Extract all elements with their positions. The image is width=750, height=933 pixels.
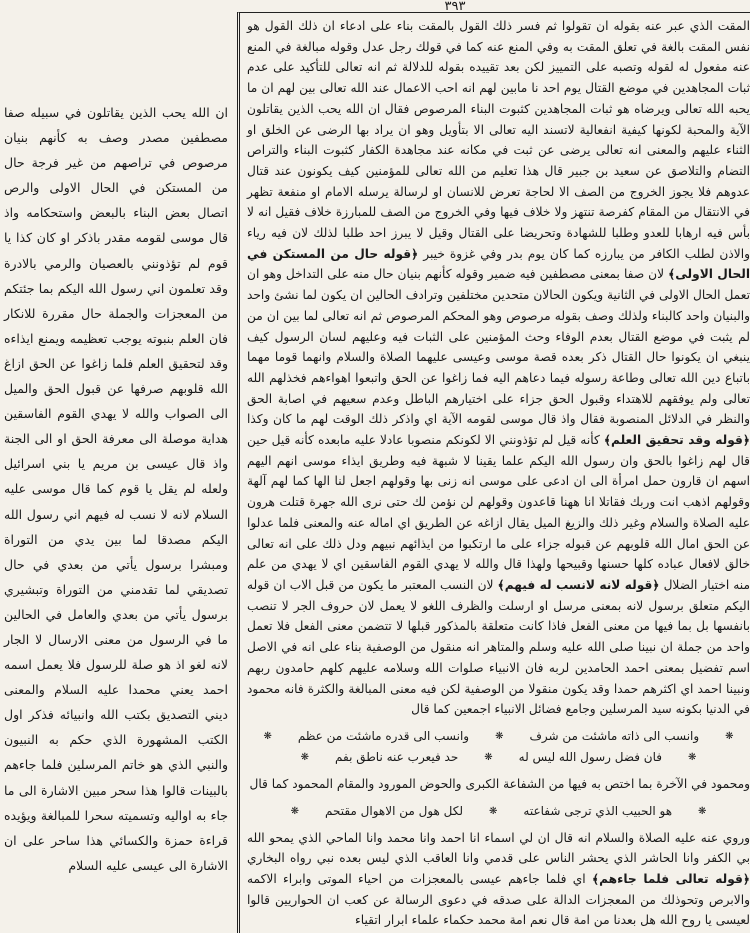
commentary-column: [247, 16, 750, 933]
paragraph-text: وروي عنه عليه الصلاة والسلام انه قال ان لي اسماء انا احمد وانا محمد وانا الماحي الذي يمحو الله بي الكفر وانا الحاشر الذي يحشر الناس على قدمي وانا العاقب الذي ليس بعده نبي رواه البخاري: [247, 830, 750, 866]
paragraph-text: لان النسب المعتبر ما يكون من قبل الاب ان قوله اليكم متعلق برسول لانه بمعنى مرسل او ارسلت والظرف اللغو لا يعمل لان حروف الجر لا تنصب بانفسها بل بما فيها من معنى الفعل فاذا كانت متعلقة بالمذكور قبلها لا تتضمن معنى الفعل فلا تعمل واحد من جملة ان نبينا صلى الله عليه وسلم والمتاهر انه منقول من الوصفية بناء على انه في الاصل اسم تفضيل بمعنى احمد الحامدين لربه فان الانبياء صلوات الله وسلامه عليهم كلهم حامدون ربهم ونبينا احمد اي اكثرهم حمدا وقد يكون منقولا من الوصفية لكن فيه معنى المبالغة والكثرة فانه محمود في الدنيا بكونه سيد المرسلين وجامع فضائل الانبياء اجمعين كما قال: [247, 577, 750, 717]
section-heading: ﴿قوله لانه لانسب له فيهم﴾: [497, 577, 660, 592]
commentary-paragraph: [247, 774, 750, 795]
verse-line: [247, 726, 750, 747]
paragraph-text: اي فلما جاءهم عيسى بالمعجزات من احياء الموتى وابراء الاكمه والابرص وتحوذلك من المعجزات الدالة على صدقه في دعوى الرسالة عن كعب ان الحواريين قالوا لعيسى يا روح الله هل بعدنا من امة قال نعم امة محمد حكماء علماء ابرار اتقياء: [247, 872, 750, 928]
paragraph-text: ومحمود في الآخرة بما اختص به فيها من الشفاعة الكبرى والحوض المورود والمقام المحمود كما قال: [249, 776, 750, 791]
star-ornament-icon: ❋: [263, 730, 272, 742]
poetry-verses: [247, 801, 750, 822]
star-ornament-icon: ❋: [725, 730, 734, 742]
section-heading: ﴿قوله تعالى فلما جاءهم﴾: [591, 872, 750, 887]
poetry-verses: [247, 726, 750, 768]
side-paragraph: ان الله يحب الذين يقاتلون في سبيله صفا مصطفين مصدر وصف به كأنهم بنيان مرصوص في تراصهم من غير فرجة حال من المستكن في الحال الاولى والرص اتصال بعض البناء بالبعض واستحكامه واذ قال موسى لقومه مقدر باذكر او كان كذا يا قوم لم تؤذونني بالعصيان والرمي بالادرة وقد تعلمون اني رسول الله اليكم بما جئتكم من المعجزات والجملة حال مقررة للانكار فان العلم بنبوته يوجب تعظيمه ويمنع ايذاءه وقد لتحقيق العلم فلما زاغوا عن الحق ازاغ الله قلوبهم صرفها عن قبول الحق والميل الى الصواب والله لا يهدي القوم الفاسقين هداية موصلة الى معرفة الحق او الى الجنة واذ قال عيسى بن مريم يا بني اسرائيل ولعله لم يقل يا قوم كما قال موسى عليه السلام لانه لا نسب له فيهم اني رسول الله اليكم مصدقا لما بين يدي من التوراة ومبشرا برسول يأتي من بعدي في حال تصديقي لما تقدمني من التوراة وتبشيري برسول يأتي من بعدي والعامل في الحالين ما في الرسول من معنى الارسال لا الجار لانه لغو اذ هو صلة للرسول فلا يعمل اسمه احمد يعني محمدا عليه السلام والمعنى ديني التصديق بكتب الله وانبيائه فذكر اول الكتب المشهورة الذي حكم به النبيون والنبي الذي هو خاتم المرسلين فلما جاءهم بالبينات قالوا هذا سحر مبين الاشارة الى ما جاء به اواليه وتسميته سحرا للمبالغة ويؤيده قراءة حمزة والكسائي هذا ساحر على ان الاشارة الى عيسى عليه السلام: [4, 105, 228, 873]
tafsir-side-column: [4, 100, 228, 873]
commentary-paragraph: [247, 16, 750, 720]
star-ornament-icon: ❋: [687, 751, 697, 763]
verse-hemistich: وانسب الى قدره ماشئت من عظم: [297, 728, 470, 743]
star-ornament-icon: ❋: [495, 730, 504, 742]
star-ornament-icon: ❋: [290, 805, 299, 817]
paragraph-text: كأنه قيل لم تؤذونني الا لكونكم منصوبا عادلا عليه مابعده كأنه قيل حين قال لهم زاغوا بالحق وان رسول الله اليكم علما يقينا لا شبهة فيه وطريق ايذاء موسى انهم اليهم اسهم ان قارون حمل امرأة الى ان ادعى على موسى انه زنى بها وقولهم اجعل لنا الها كما لهم آلهة وقولهم اذهب انت وربك فقاتلا انا ههنا قاعدون وقولهم لن نؤمن لك حتى نرى الله جهرة قتلت هرون عليه الصلاة والسلام وغير ذلك والزيغ الميل يقال ازاغه عن الطريق اي اماله عنه والمعنى فلما عدلوا عن الحق امال الله قلوبهم عن قبوله جزاء على ما ارتكبوا من ايذائهم نبيهم ودل ذلك على انه تعالى خالق لافعال عباده كلها حسنها وقبيحها ولهذا قال والله لا يهدي القوم الفاسقين اي لا يهدي من علم منه اختيار الضلال: [247, 433, 750, 592]
verse-hemistich: وانسب الى ذاته ماشئت من شرف: [529, 728, 700, 743]
star-ornament-icon: ❋: [300, 751, 310, 763]
star-ornament-icon: ❋: [484, 751, 493, 763]
verse-hemistich: لكل هول من الاهوال مقتحم: [324, 803, 464, 818]
page-number: ٣٩٣: [444, 0, 466, 14]
star-ornament-icon: ❋: [489, 805, 498, 817]
verse-line: [247, 801, 750, 822]
verse-hemistich: حد فيعرب عنه ناطق بفم: [335, 749, 459, 764]
verse-line: [247, 747, 750, 768]
paragraph-text: لان صفا بمعنى مصطفين فيه ضمير وقوله كأنهم بنيان حال منه على التداخل وهو ان تعمل الحال الاولى في الثانية ويكون الحالان متحدين مختلفين وترادف الحالين ان يكون لما نشئ واحد والبنيان واحد كالبناء ولذلك وصف بقوله مرصوص وهو المحكم المرصوص ثم انه تعالى لما بين ان من لم يثبت في موضع القتال بعدم الوفاء وحث المؤمنين على الثبات فيه وعليهم لسان الرسول كيف ينبغي ان يكونوا حال القتال ذكر بعده قصة موسى وعيسى عليهما الصلاة والسلام وانهما قوما مهما باتباع دين الله تعالى وطاعة رسوله فيما دعاهم اليه فما زاغوا عن الحق واتبعوا اهواءهم فخذلهم الله تعالى ولم يوفقهم للاهتداء وقبول الحق جزاء على اختيارهم الباطل وعدم سعيهم في اصابة الحق والنظر في الدلائل المنصوبة فقال واذ قال موسى لقومه الآية اي واذكر ذلك الوقت لهم ما كان وكذا: [247, 267, 750, 427]
verse-hemistich: هو الحبيب الذي ترجى شفاعته: [523, 803, 673, 818]
commentary-paragraph: [247, 828, 750, 932]
verse-hemistich: فان فضل رسول الله ليس له: [518, 749, 662, 764]
section-heading: ﴿قوله وقد تحقيق العلم﴾: [603, 433, 750, 448]
section-heading: ﴿قوله حال من المستكن في الحال الاولى﴾: [247, 246, 750, 282]
star-ornament-icon: ❋: [698, 805, 707, 817]
paragraph-text: المقت الذي عبر عنه بقوله ان تقولوا ثم فسر ذلك القول بالمقت بناء على ادعاء ان ذلك القول هو نفس المقت بالغة في تعلق المقت به وفي المنع عنه كما في قولك رجل عدل وقوله مبالغة في المنع عنه مفعول له لقوله وتصبه على التمييز لكن بعد تقييده بقوله للدلالة ثم انه تعالى للتأكيد على عدم ثبات المجاهدين في موضع القتال يوم احد نا مابين لهم انه احب الاعمال عند الله تعالى بين لهم ان ما يحبه الله تعالى ويرضاه هو ثبات المجاهدين كثبوت البناء المرصوص فقال ان الله يحب الذين يقاتلون الآية والمحبة لكونها كيفية انفعالية لاتسند اليه تعالى الا بتأويل وهو ان يراد بها الرضى عن الخلق او الثناء عليهم والمعنى انه تعالى يرضى عن ثبت في مكانه عند مجاهدة الكفار كثبوت البناء والتراص التضام والتلاصق عن سعيد بن جبير قال هذا تعليم من الله تعالى للمؤمنين كيف يكونون عند قتال عدوهم فلا يجوز الخروج من الصف الا لحاجة تعرض للانسان او لرسالة يرسله الامام او منفعة تظهر في الانتقال من المقام كفرصة تنتهز ولا خلاف فيها وفي الخروج من الصف للمبارزة خلاف فقيل انه لا بأس فيه ارهابا للعدو وطلبا للشهادة وتحريضا على القتال وقيل لا يبرز احد طلبا لذلك لان فيه رياء والاذن لطلب الكافر من يبارزه كما كان يوم بدر وفي غزوة خيبر: [247, 19, 750, 261]
